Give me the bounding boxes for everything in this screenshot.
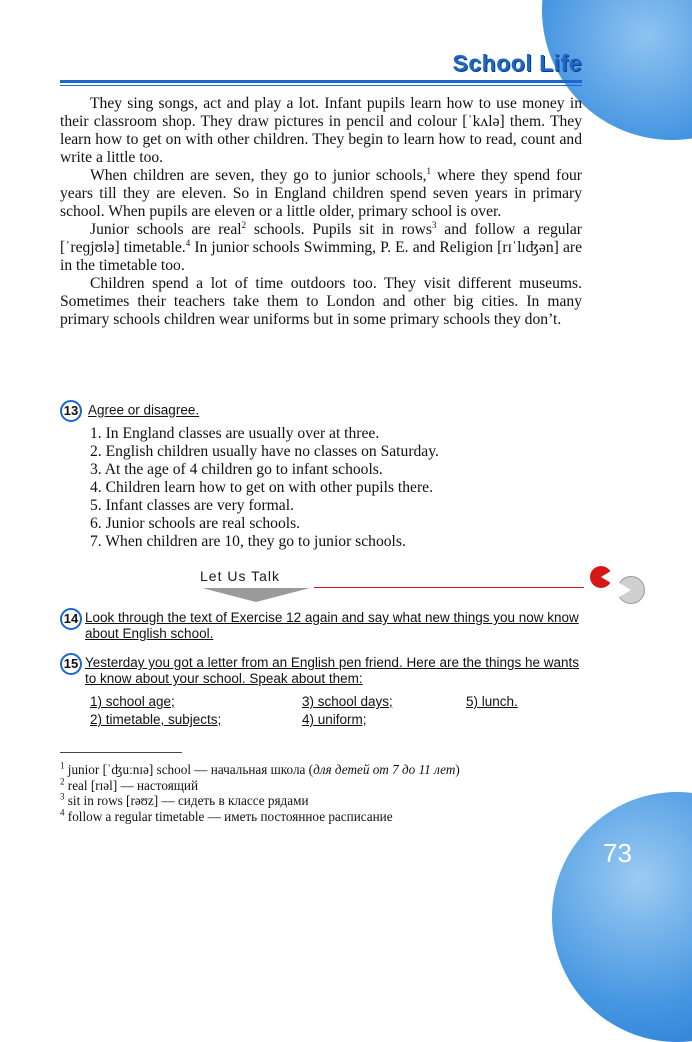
paragraph-2	[60, 167, 582, 221]
pacman-grey-icon	[617, 576, 645, 604]
lets-talk-arrow-icon	[202, 588, 310, 602]
title-rule-thin	[60, 85, 582, 86]
paragraph-3-text-d: In junior schools Swimming, P. E. and Religion [rɪˈlɪʤən] are in the timetable too.	[60, 239, 582, 274]
list-item: 2. English children usually have no classes on Saturday.	[90, 443, 439, 460]
exercise-13-list	[90, 425, 580, 551]
list-item: 4. Children learn how to get on with other pupils there.	[90, 479, 433, 496]
footnote-text: real [rɪəl] — настоящий	[67, 777, 199, 793]
paragraph-1: They sing songs, act and play a lot. Infant pupils learn how to use money in their classroom shop. They draw pictures in pencil and colour [ˈkʌlə] them. They learn how to get on with other children. They begin to learn how to read, count and write a little too.	[60, 95, 582, 166]
option-lunch: 5) lunch.	[466, 694, 518, 709]
footnote-ref-3: 3	[431, 219, 437, 230]
paragraph-2-text: When children are seven, they go to junior schools,	[90, 167, 427, 184]
pacman-red-icon	[590, 566, 612, 588]
page-number: 73	[603, 838, 632, 868]
page-title: School Life	[452, 50, 582, 76]
paragraph-3-text-b: schools. Pupils sit in rows	[246, 221, 432, 238]
list-item: 1. In England classes are usually over at three.	[90, 425, 380, 442]
footnote-separator	[60, 752, 182, 753]
footnote-text: sit in rows [rəʊz] — сидеть в классе рядами	[67, 793, 309, 808]
footnote-2	[60, 778, 580, 794]
lets-talk-banner	[200, 568, 582, 588]
footnote-1	[60, 762, 580, 778]
lets-talk-label: Let Us Talk	[200, 568, 280, 584]
title-rule	[60, 80, 582, 83]
exercise-13-task: Agree or disagree.	[88, 402, 200, 418]
exercise-13	[60, 400, 582, 422]
list-item: 7. When children are 10, they go to junior schools.	[90, 533, 406, 550]
footnote-ref-1: 1	[426, 165, 432, 176]
reading-text	[60, 95, 582, 329]
exercise-15-task: Yesterday you got a letter from an English pen friend. Here are the things he wants to know about your school. Speak about them:	[85, 655, 580, 686]
option-timetable: 2) timetable, subjects;	[90, 712, 222, 727]
paragraph-3	[60, 221, 582, 275]
corner-decoration-bottom	[552, 792, 692, 1042]
footnote-text: junior [ˈʤuːnɪə] school — начальная школа (	[67, 762, 314, 777]
footnote-number: 3	[60, 791, 65, 802]
footnote-ref-4: 4	[185, 237, 191, 248]
paragraph-2-text-cont: where they spend four years till they are eleven. So in England children spend seven years in primary school. When pupils are eleven or a little older, primary school is over.	[60, 167, 582, 220]
exercise-14-number: 14	[60, 608, 82, 630]
footnote-italic: для детей от 7 до 11 лет	[313, 762, 456, 777]
paragraph-3-text-c: and follow a regular [ˈreɡjʊlə] timetable.	[60, 221, 583, 256]
lets-talk-line	[314, 587, 584, 588]
option-school-days: 3) school days;	[302, 694, 393, 709]
exercise-15-number: 15	[60, 653, 82, 675]
option-uniform: 4) uniform;	[302, 712, 367, 727]
list-item: 3. At the age of 4 children go to infant schools.	[90, 461, 383, 478]
exercise-14-task: Look through the text of Exercise 12 again and say what new things you now know about English school.	[85, 610, 579, 641]
list-item: 5. Infant classes are very formal.	[90, 497, 294, 514]
footnote-text: follow a regular timetable — иметь постоянное расписание	[67, 808, 393, 824]
paragraph-3-text: Junior schools are real	[90, 221, 242, 238]
option-school-age: 1) school age;	[90, 694, 175, 709]
exercise-15	[60, 655, 582, 687]
exercise-14	[60, 610, 582, 642]
footnote-number: 4	[60, 807, 65, 818]
list-item: 6. Junior schools are real schools.	[90, 515, 301, 532]
exercise-13-number: 13	[60, 400, 82, 422]
footnote-3	[60, 793, 580, 809]
footnotes	[60, 762, 580, 824]
paragraph-4: Children spend a lot of time outdoors too. They visit different museums. Sometimes their teachers take them to London and other big cities. In many primary schools children wear uniforms but in some primary schools they don’t.	[60, 275, 582, 328]
footnote-number: 2	[60, 776, 65, 787]
footnote-ref-2: 2	[241, 219, 247, 230]
footnote-number: 1	[60, 760, 65, 771]
footnote-end: )	[455, 762, 460, 777]
footnote-4	[60, 809, 580, 825]
